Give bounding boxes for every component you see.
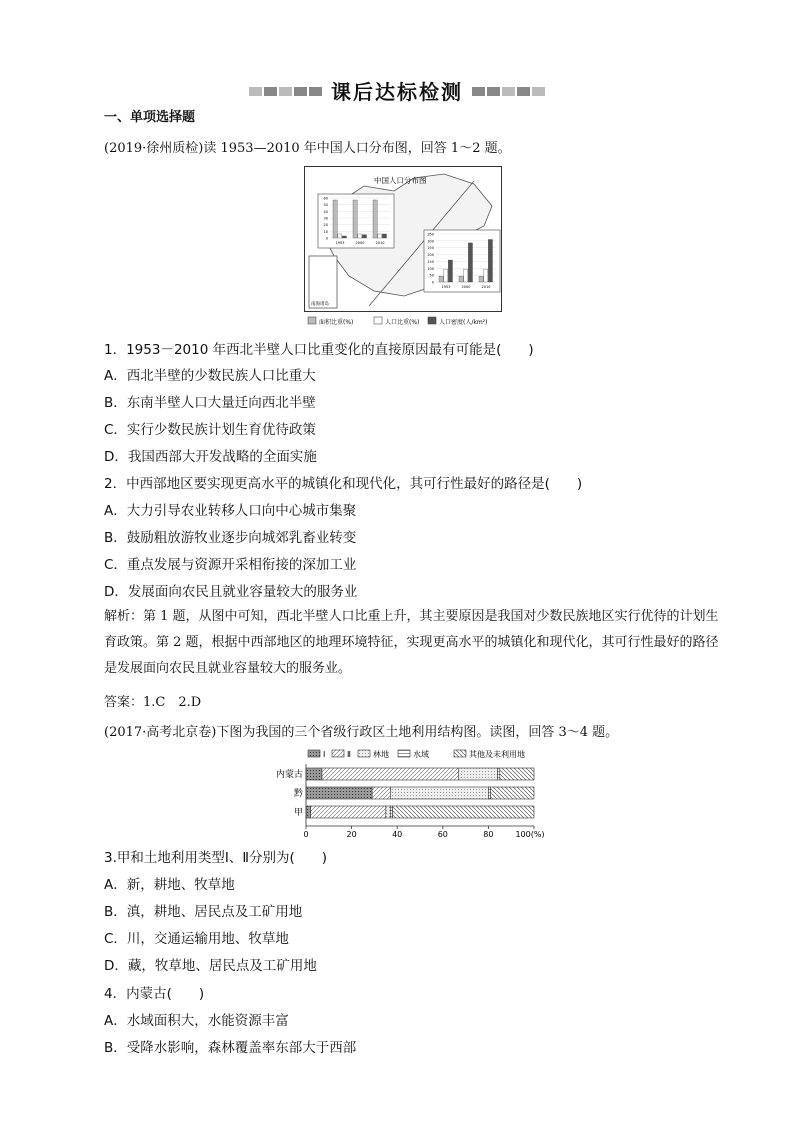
- bar-segment: [500, 768, 534, 780]
- q3-option-a: A．新，耕地、牧草地: [104, 877, 235, 893]
- legend-swatch-4: [454, 750, 466, 757]
- legend-swatch-2: [358, 750, 370, 757]
- legend-density: 人口密度(人/km²): [439, 319, 488, 326]
- left-chart-ytick: 20: [323, 223, 328, 228]
- bar-segment: [488, 787, 490, 799]
- intro-q1-2: (2019·徐州质检)读 1953—2010 年中国人口分布图，回答 1～2 题。: [104, 141, 511, 156]
- q1-option-c: C．实行少数民族计划生育优待政策: [104, 422, 316, 438]
- bar-segment: [390, 787, 488, 799]
- legend-swatch-0: [308, 750, 320, 757]
- q4-option-a: A．水域面积大，水能资源丰富: [104, 1013, 289, 1029]
- left-bar-chart: [318, 194, 394, 248]
- x-tick-label: 40: [392, 830, 403, 838]
- q3-option-d: D．藏，牧草地、居民点及工矿用地: [104, 958, 317, 974]
- right-chart-ytick: 150: [427, 259, 434, 264]
- right-chart-bar-pop: [444, 269, 448, 282]
- bar-segment: [390, 806, 392, 818]
- bar-segment: [491, 787, 534, 799]
- left-chart-year: 1953: [335, 241, 345, 245]
- right-chart-bar-density: [468, 243, 472, 282]
- category-label: 甲: [293, 808, 303, 818]
- header-banner: [0, 76, 794, 105]
- left-chart-bar-density: [362, 235, 366, 238]
- right-chart-ytick: 50: [429, 273, 434, 278]
- legend-area: 面积比重(%): [319, 319, 354, 326]
- q2-stem: 2．中西部地区要实现更高水平的城镇化和现代化，其可行性最好的路径是( ): [104, 476, 583, 492]
- left-chart-ytick: 60: [323, 196, 328, 201]
- right-chart-ytick: 100: [427, 266, 434, 271]
- legend-swatch-3: [398, 750, 410, 757]
- explanation: 解析：第 1 题，从图中可知，西北半壁人口比重上升，其主要原因是我国对少数民族地区实行优待的计划生育政策。第 2 题，根据中西部地区的地理环境特征，实现更高水平的城镇化和现代化，其可行性最好的路径是发展面向农民且就业容量较大的服务业。: [104, 609, 719, 676]
- bar-segment: [498, 768, 500, 780]
- q3-option-b: B．滇，耕地、居民点及工矿用地: [104, 904, 303, 920]
- right-chart-bar-area: [459, 276, 463, 282]
- category-label: 内蒙古: [275, 770, 303, 780]
- q4-stem: 4．内蒙古( ): [104, 986, 205, 1002]
- category-label: 黔: [293, 789, 303, 799]
- population-map-figure: [304, 166, 502, 330]
- q1-option-d: D．我国西部大开发战略的全面实施: [104, 449, 317, 465]
- map-title: 中国人口分布图: [374, 176, 427, 185]
- legend-label-0: Ⅰ: [323, 750, 326, 759]
- left-chart-bar-density: [342, 236, 346, 238]
- bar-segment: [393, 806, 534, 818]
- bar-segment: [306, 787, 372, 799]
- right-chart-ytick: 200: [427, 253, 434, 258]
- right-chart-bar-density: [448, 260, 452, 282]
- header-decoration-left: [248, 81, 323, 100]
- left-chart-bar-area: [333, 200, 337, 238]
- legend-label-1: Ⅱ: [347, 750, 351, 759]
- q3-stem: 3.甲和土地利用类型Ⅰ、Ⅱ分别为( ): [104, 850, 328, 866]
- left-chart-bar-density: [382, 234, 386, 238]
- left-chart-bar-pop: [358, 234, 362, 238]
- header-title: 课后达标检测: [331, 80, 463, 104]
- left-chart-ytick: 30: [323, 216, 328, 221]
- left-chart-bar-pop: [338, 234, 342, 238]
- left-chart-year: 2010: [375, 241, 385, 245]
- legend-label-3: 水域: [413, 750, 429, 759]
- legend-swatch-area: [308, 317, 316, 324]
- q3-option-c: C．川，交通运输用地、牧草地: [104, 931, 289, 947]
- right-chart-ytick: 250: [427, 246, 434, 251]
- right-chart-bar-pop: [484, 269, 488, 282]
- inset-label: 南海诸岛: [311, 302, 329, 307]
- bar-segment: [306, 768, 322, 780]
- left-chart-ytick: 40: [323, 209, 328, 214]
- x-tick-label: 20: [346, 830, 357, 838]
- legend-swatch-pop: [374, 317, 382, 324]
- right-chart-bar-area: [439, 276, 443, 282]
- bar-segment: [386, 806, 391, 818]
- right-chart-ytick: 0: [431, 280, 434, 285]
- left-chart-ytick: 10: [323, 229, 328, 234]
- legend-label-4: 其他及未利用地: [469, 750, 525, 759]
- x-tick-label: 0: [303, 830, 309, 838]
- answer: 答案：1.C 2.D: [104, 695, 202, 710]
- intro-q3-4: (2017·高考北京卷)下图为我国的三个省级行政区土地利用结构图。读图，回答 3～4 题。: [104, 725, 619, 740]
- legend-label-2: 林地: [373, 750, 389, 759]
- right-chart-ytick: 350: [427, 232, 434, 237]
- legend-swatch-1: [332, 750, 344, 757]
- bar-segment: [311, 806, 386, 818]
- left-chart-bar-area: [353, 200, 357, 238]
- q1-option-a: A．西北半壁的少数民族人口比重大: [104, 368, 316, 384]
- land-use-chart: [268, 746, 568, 838]
- right-bar-chart: [424, 230, 500, 292]
- right-chart-year: 1953: [441, 285, 451, 289]
- q1-option-b: B．东南半壁人口大量迁向西北半壁: [104, 395, 316, 411]
- x-tick-label: 80: [483, 830, 494, 838]
- right-chart-bar-pop: [464, 269, 468, 282]
- q1-stem: 1．1953－2010 年西北半壁人口比重变化的直接原因最有可能是( ): [104, 342, 534, 358]
- right-chart-ytick: 300: [427, 239, 434, 244]
- right-chart-bar-density: [488, 239, 492, 282]
- x-tick-label: 100(%): [515, 830, 545, 838]
- right-chart-year: 2010: [481, 285, 491, 289]
- map-legend: [308, 317, 487, 326]
- land-bars: [276, 768, 534, 818]
- q2-option-a: A．大力引导农业转移人口向中心城市集聚: [104, 503, 357, 519]
- section-title: 一、单项选择题: [104, 110, 196, 125]
- q2-option-d: D．发展面向农民且就业容量较大的服务业: [104, 584, 358, 600]
- left-chart-bar-area: [373, 200, 377, 238]
- q2-option-c: C．重点发展与资源开采相衔接的深加工业: [104, 557, 357, 573]
- bar-segment: [306, 806, 311, 818]
- land-legend: [308, 749, 525, 759]
- x-tick-label: 60: [437, 830, 448, 838]
- legend-swatch-density: [428, 317, 436, 324]
- right-chart-bar-area: [479, 276, 483, 282]
- header-decoration-right: [471, 81, 546, 100]
- right-chart-year: 2000: [461, 285, 471, 289]
- q4-option-b: B．受降水影响，森林覆盖率东部大于西部: [104, 1040, 357, 1056]
- legend-pop: 人口比重(%): [385, 319, 420, 326]
- left-chart-bar-pop: [378, 234, 382, 238]
- left-chart-year: 2000: [355, 241, 365, 245]
- q2-option-b: B．鼓励粗放游牧业逐步向城郊乳畜业转变: [104, 530, 357, 546]
- left-chart-ytick: 50: [323, 203, 328, 208]
- south-sea-inset: [309, 256, 337, 308]
- bar-segment: [459, 768, 498, 780]
- left-chart-ytick: 0: [325, 236, 328, 241]
- bar-segment: [322, 768, 459, 780]
- bar-segment: [372, 787, 390, 799]
